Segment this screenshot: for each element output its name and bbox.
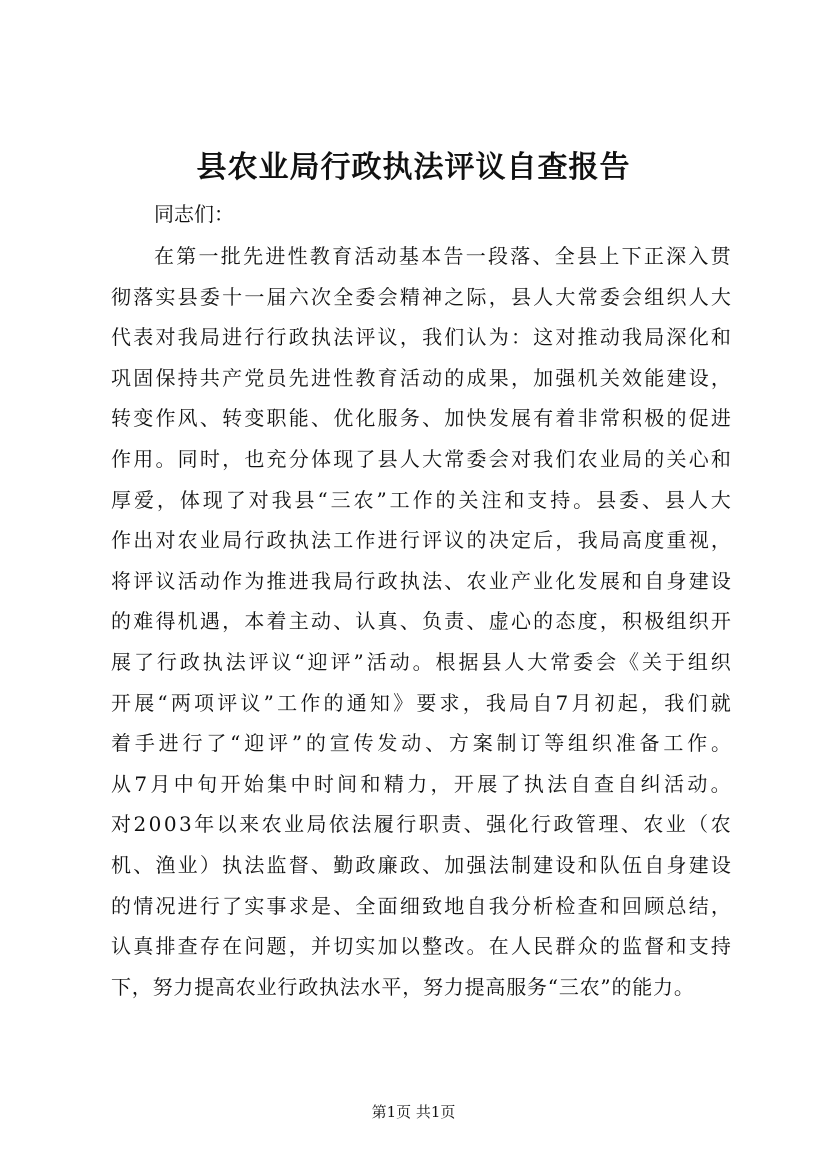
salutation: 同志们： [154,202,234,226]
paragraph-line: 认 真 排 查 存 在 问 题 ， 并 切 实 加 以 整 改 。 在 人 民 群 众 的 监 督 和 支 持 [111,934,731,959]
paragraph-line: 巩 固 保 持 共 产 党 员 先 进 性 教 育 活 动 的 成 果 ， 加 强 机 关 效 能 建 设 ， [111,365,731,390]
paragraph-line: 开 展 “ 两 项 评 议 ” 工 作 的 通 知 》 要 求 ， 我 局 自 7 月 初 起 ， 我 们 就 [111,690,731,715]
paragraph-line: 在 第 一 批 先 进 性 教 育 活 动 基 本 告 一 段 落 、 全 县 上 下 正 深 入 贯 [154,244,731,268]
paragraph-line: 对 2 0 0 3 年 以 来 农 业 局 依 法 履 行 职 责 、 强 化 行 政 管 理 、 农 业 （ 农 [111,812,731,837]
paragraph-line: 作 出 对 农 业 局 行 政 执 法 工 作 进 行 评 议 的 决 定 后 ， 我 局 高 度 重 视 ， [111,528,731,553]
page-footer: 第1页 共1页 [371,1103,456,1121]
page-title: 县农业局行政执法评议自查报告 [196,150,631,185]
paragraph-line: 下，努力提高农业行政执法水平，努力提高服务“三农”的能力。 [111,974,695,999]
paragraph-line: 展 了 行 政 执 法 评 议 “ 迎 评 ” 活 动 。 根 据 县 人 大 常 委 会 《 关 于 组 织 [111,649,731,674]
paragraph-line: 机 、 渔 业 ） 执 法 监 督 、 勤 政 廉 政 、 加 强 法 制 建 设 和 队 伍 自 身 建 设 [111,852,731,877]
paragraph-line: 转 变 作 风 、 转 变 职 能 、 优 化 服 务 、 加 快 发 展 有 着 非 常 积 极 的 促 进 [111,406,731,431]
paragraph-line: 厚 爱 ， 体 现 了 对 我 县 “ 三 农 ” 工 作 的 关 注 和 支 持 。 县 委 、 县 人 大 [111,487,731,512]
paragraph-line: 的 难 得 机 遇 ， 本 着 主 动 、 认 真 、 负 责 、 虚 心 的 态 度 ， 积 极 组 织 开 [111,609,731,634]
paragraph-line: 的 情 况 进 行 了 实 事 求 是 、 全 面 细 致 地 自 我 分 析 检 查 和 回 顾 总 结 ， [111,893,731,918]
paragraph-line: 代 表 对 我 局 进 行 行 政 执 法 评 议 ， 我 们 认 为 ： 这 对 推 动 我 局 深 化 和 [111,325,731,350]
body-paragraph [111,236,731,1007]
paragraph-line: 作 用 。 同 时 ， 也 充 分 体 现 了 县 人 大 常 委 会 对 我 们 农 业 局 的 关 心 和 [111,446,731,471]
paragraph-line: 彻 落 实 县 委 十 一 届 六 次 全 委 会 精 神 之 际 ， 县 人 大 常 委 会 组 织 人 大 [111,284,731,309]
paragraph-line: 从 7 月 中 旬 开 始 集 中 时 间 和 精 力 ， 开 展 了 执 法 自 查 自 纠 活 动 。 [111,771,731,796]
paragraph-line: 将 评 议 活 动 作 为 推 进 我 局 行 政 执 法 、 农 业 产 业 化 发 展 和 自 身 建 设 [111,568,731,593]
paragraph-line: 着 手 进 行 了 “ 迎 评 ” 的 宣 传 发 动 、 方 案 制 订 等 组 织 准 备 工 作 。 [111,731,731,756]
